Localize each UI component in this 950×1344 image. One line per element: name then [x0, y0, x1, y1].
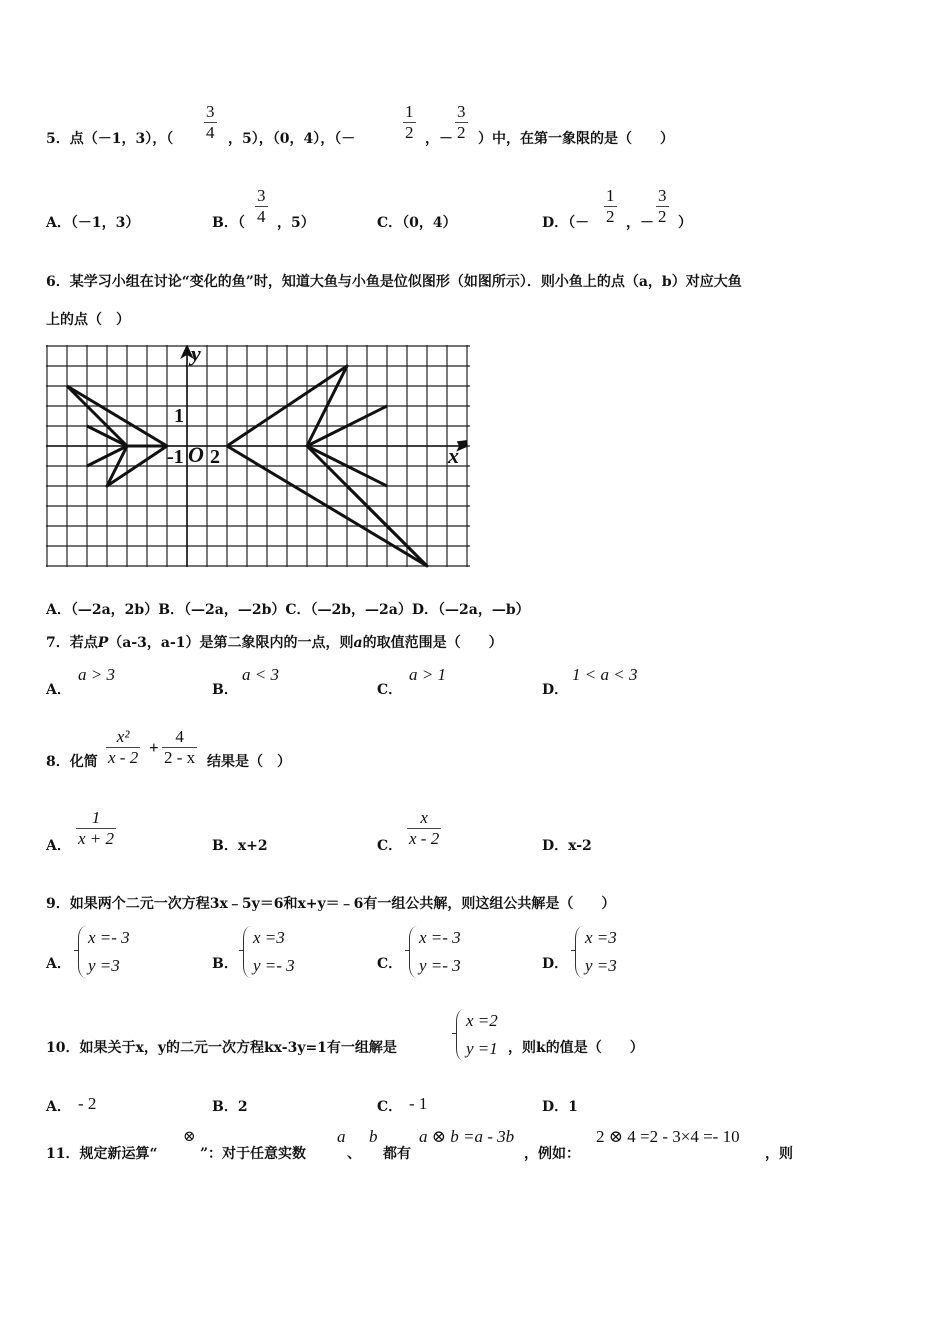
q11-stem-mid3: ，例如： — [524, 1146, 580, 1162]
q5-stem-mid2: ，－ — [425, 131, 453, 147]
q5-option-d-pre: D．（－ — [542, 215, 590, 231]
q9-option-b-system: x =3 y =- 3 — [243, 924, 295, 980]
q9-option-b-label: B． — [212, 956, 238, 972]
q8-option-d: D．x-2 — [542, 838, 592, 854]
q5-option-b-post: ，5） — [277, 215, 315, 231]
tick-label-neg-one: -1 — [167, 446, 184, 468]
q7-stem-mid: （a-3，a-1）是第二象限内的一点，则 — [108, 635, 354, 651]
q7-option-b-label: B． — [212, 682, 238, 698]
q7-stem-pre: 7．若点 — [46, 635, 98, 651]
x-axis-label: x — [448, 443, 459, 468]
q11-stem-mid2: 都有 — [383, 1146, 411, 1162]
q5-option-b-pre: B．（ — [212, 215, 245, 231]
q5-stem-mid1: ，5），（0，4），（－ — [228, 131, 356, 147]
q7-point-p: P — [97, 635, 109, 651]
q5-fraction-3: $\frac{3}{2}$ — [457, 102, 466, 142]
q8-fraction-2: $\frac{4}{2 - x}$ — [164, 727, 196, 767]
q8-stem-post: 结果是（ ） — [207, 754, 291, 770]
q9-option-c-system: x =- 3 y =- 3 — [409, 924, 461, 980]
q9-option-a-label: A． — [46, 956, 71, 972]
q8-option-a-fraction: $\frac{1}{x + 2}$ — [78, 808, 115, 848]
q9-option-a-system: x =- 3 y =3 — [78, 924, 130, 980]
q11-separator: 、 — [347, 1146, 361, 1162]
q10-option-d: D．1 — [542, 1099, 578, 1115]
q10-option-a-label: A． — [46, 1099, 71, 1115]
q7-option-b: a < 3 — [242, 665, 279, 684]
q9-stem: 9．如果两个二元一次方程3x﹣5y＝6和x+y＝﹣6有一组公共解，则这组公共解是（ ） — [46, 896, 616, 912]
q10-option-c: - 1 — [409, 1094, 428, 1113]
q6-options: A．（—2a，2b）B．（—2a，—2b）C．（—2b，—2a）D．（—2a，—b） — [46, 602, 530, 618]
q7-stem — [46, 632, 503, 652]
q11-var-a: a — [337, 1127, 346, 1146]
x-axis-arrow — [458, 441, 467, 450]
q5-option-d-mid: ，－ — [626, 215, 654, 231]
q11-stem-pre: 11．规定新运算“ — [46, 1146, 158, 1162]
q11-stem-mid1: ”：对于任意实数 — [200, 1146, 307, 1162]
q10-option-a: - 2 — [78, 1094, 97, 1113]
q8-option-b: B．x+2 — [212, 838, 268, 854]
q7-option-c: a > 1 — [409, 665, 446, 684]
q9-option-c-label: C． — [377, 956, 403, 972]
q10-stem-pre: 10．如果关于x，y的二元一次方程kx-3y=1有一组解是 — [46, 1040, 397, 1056]
q8-plus: + — [149, 738, 159, 757]
q11-var-b: b — [369, 1127, 378, 1146]
q9-option-d-label: D． — [542, 956, 569, 972]
q5-fraction-1: $\frac{3}{4}$ — [206, 102, 215, 142]
origin-label: O — [188, 442, 204, 467]
q8-stem-pre: 8．化简 — [46, 754, 98, 770]
q5-option-a: A．（－1，3） — [46, 215, 140, 231]
q8-fraction-1: $\frac{\text{x²}}{x - 2}$ — [108, 727, 139, 767]
q5-stem-pre: 5．点（－1，3），（ — [46, 131, 174, 147]
fish-grid-figure — [46, 341, 472, 575]
q11-stem-post: ，则 — [765, 1146, 793, 1162]
q10-option-b: B．2 — [212, 1099, 248, 1115]
q5-option-b-fraction: $\frac{3}{4}$ — [257, 186, 266, 226]
q10-option-c-label: C． — [377, 1099, 403, 1115]
q10-system: x =2 y =1 — [456, 1007, 498, 1063]
q6-stem-line1: 6．某学习小组在讨论“变化的鱼”时，知道大鱼与小鱼是位似图形（如图所示）．则小鱼上的点（a，b）对应大鱼 — [46, 274, 742, 290]
q5-option-d-post: ） — [678, 215, 692, 231]
fish-grid-svg — [46, 345, 472, 571]
q7-option-a-label: A． — [46, 682, 71, 698]
q8-option-a-label: A． — [46, 838, 71, 854]
tick-label-two: 2 — [210, 446, 220, 468]
q5-stem-post: ）中，在第一象限的是（ ） — [478, 131, 674, 147]
q5-option-d-fraction-1: $\frac{1}{2}$ — [606, 186, 615, 226]
tick-label-one: 1 — [174, 405, 184, 427]
q5-fraction-2: $\frac{1}{2}$ — [405, 102, 414, 142]
q7-var-a: a — [353, 635, 363, 651]
small-fish — [67, 386, 167, 486]
q8-option-c-label: C． — [377, 838, 403, 854]
q11-example: 2 ⊗ 4 =2 - 3×4 =- 10 — [596, 1127, 740, 1146]
q10-stem-post: ，则k的值是（ ） — [508, 1040, 644, 1056]
q9-option-d-system: x =3 y =3 — [575, 924, 617, 980]
q5-option-d-fraction-2: $\frac{3}{2}$ — [658, 186, 667, 226]
y-axis-label: y — [191, 341, 201, 366]
q5-option-c: C．（0，4） — [377, 215, 457, 231]
q11-otimes-symbol: ⊗ — [183, 1129, 196, 1145]
q7-option-a: a > 3 — [78, 665, 115, 684]
q11-definition: a ⊗ b =a - 3b — [419, 1127, 515, 1146]
q7-option-d-label: D． — [542, 682, 569, 698]
q7-option-c-label: C． — [377, 682, 403, 698]
q7-stem-post: 的取值范围是（ ） — [362, 635, 503, 651]
q8-option-c-fraction: $\frac{x}{x - 2}$ — [409, 808, 440, 848]
q6-stem-line2: 上的点（ ） — [46, 312, 130, 328]
q7-option-d: 1 < a < 3 — [572, 665, 638, 684]
